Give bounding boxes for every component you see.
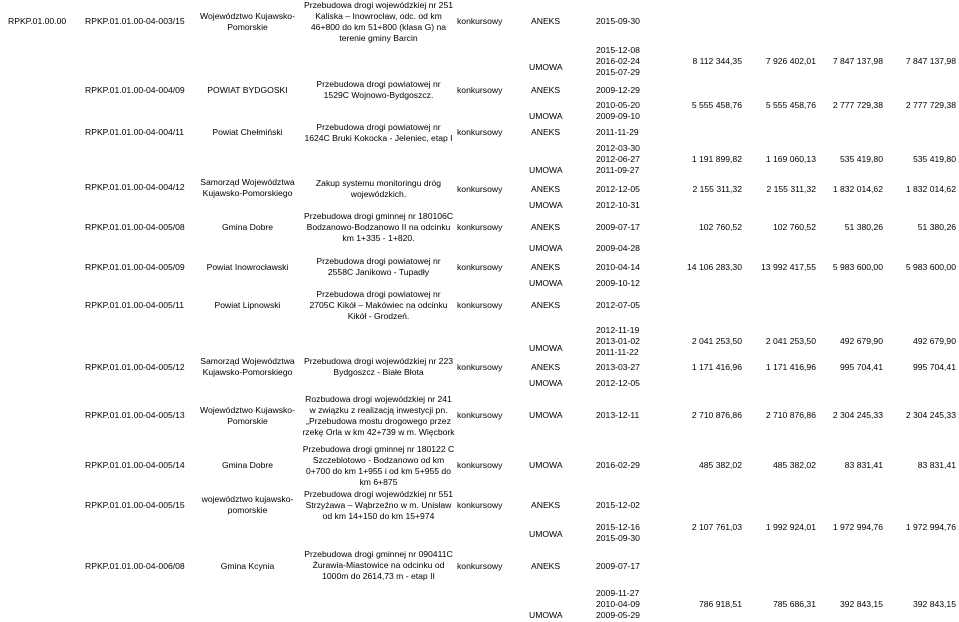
umowa-date: 2016-02-24 [596,56,640,66]
row-mode: konkursowy [457,85,503,95]
umowa-type: UMOWA [529,378,563,388]
umowa-type: UMOWA [529,165,563,175]
value-col2: 102 760,52 [772,222,816,232]
value-col1: 2 041 253,50 [691,336,742,346]
value-col1: 1 171 416,96 [691,362,742,372]
row-date: 2011-11-29 [596,127,639,137]
row-date: 2015-09-30 [596,16,640,26]
row-date: 2015-12-02 [596,500,640,510]
row-type: ANEKS [531,500,561,510]
value-col2: 2 041 253,50 [765,336,816,346]
umowa-type: UMOWA [529,278,563,288]
umowa-date: 2012-11-19 [596,325,640,335]
row-code: RPKP.01.01.00-04-004/09 [85,85,185,95]
row-mode: konkursowy [457,184,503,194]
row-type: ANEKS [531,127,561,137]
value-col3: 1 972 994,76 [832,522,883,532]
row-beneficiary: województwo kujawsko- pomorskie [201,494,294,515]
row-beneficiary: Gmina Kcynia [220,561,275,571]
row-title: Przebudowa drogi gminnej nr 090411C Żurawia-Miastowice na odcinku od 1000m do 2614,73 m - etap II [304,549,453,581]
umowa-date: 2009-11-27 [596,588,640,598]
value-col4: 2 777 729,38 [905,100,956,110]
row-mode: konkursowy [457,362,503,372]
row-type: ANEKS [531,85,561,95]
umowa-date: 2010-05-20 [596,100,640,110]
value-col1: 1 191 899,82 [691,154,742,164]
umowa-date: 2012-06-27 [596,154,640,164]
value-col4: 51 380,26 [917,222,956,232]
value-col1: 2 107 761,03 [691,522,742,532]
row-title: Przebudowa drogi wojewódzkiej nr 223 Bydgoszcz - Białe Błota [303,356,454,377]
value-col4: 492 679,90 [912,336,956,346]
value-col1: 2 155 311,32 [692,184,742,194]
umowa-type: UMOWA [529,343,563,353]
row-code: RPKP.01.01.00-04-003/15 [85,16,185,26]
value-col2: 2 710 876,86 [765,410,816,420]
row-mode: konkursowy [457,561,503,571]
value-col2: 785 686,31 [772,599,816,609]
umowa-date: 2009-05-29 [596,610,640,620]
row-type: ANEKS [531,184,561,194]
row-type: ANEKS [531,300,561,310]
row-code: RPKP.01.01.00-04-006/08 [85,561,185,571]
value-col4: 995 704,41 [912,362,956,372]
row-date: 2010-04-14 [596,262,640,272]
row-beneficiary: Województwo Kujawsko- Pomorskie [200,11,295,32]
row-title: Przebudowa drogi powiatowej nr 2558C Janikowo - Tupadły [316,256,441,277]
value-col2: 1 169 060,13 [765,154,816,164]
row-date: 2013-03-27 [596,362,640,372]
row-title: Przebudowa drogi wojewódzkiej nr 251 Kaliska – Inowrocław, odc. od km 46+800 do km 51+800 (klasa G) na terenie gminy Barcin [303,0,454,43]
row-beneficiary: Powiat Chełmiński [212,127,283,137]
row-date: 2009-12-29 [596,85,640,95]
row-mode: konkursowy [457,300,503,310]
row-title: Przebudowa drogi powiatowej nr 1624C Bruki Kokocka - Jeleniec, etap I [304,122,453,143]
umowa-type: UMOWA [529,200,563,210]
row-type: ANEKS [531,362,561,372]
row-title: Przebudowa drogi gminnej nr 180122 C Szczeblotowo - Bodzanowo od km 0+700 do km 1+955 i od km 5+955 do km 6+875 [302,444,455,487]
umowa-date: 2009-10-12 [596,278,640,288]
row-code: RPKP.01.01.00-04-005/08 [85,222,185,232]
value-col1: 102 760,52 [698,222,742,232]
value-col2: 485 382,02 [772,460,816,470]
umowa-type: UMOWA [529,62,563,72]
umowa-date: 2012-12-05 [596,378,640,388]
value-col3: 7 847 137,98 [832,56,883,66]
umowa-date: 2009-09-10 [596,111,640,121]
value-col2: 2 155 311,32 [766,184,816,194]
umowa-date: 2009-04-28 [596,243,640,253]
row-date: 2009-07-17 [596,222,640,232]
row-code: RPKP.01.01.00-04-005/12 [85,362,185,372]
value-col3: 492 679,90 [839,336,883,346]
value-col3: 1 832 014,62 [832,184,883,194]
row-title: Przebudowa drogi gminnej nr 180106C Bodzanowo-Bodzanowo II na odcinku km 1+335 - 1+820. [303,211,454,243]
value-col2: 5 555 458,76 [765,100,816,110]
row-date: 2009-07-17 [596,561,640,571]
umowa-date: 2015-09-30 [596,533,640,543]
row-mode: konkursowy [457,262,503,272]
row-mode: konkursowy [457,222,503,232]
value-col1: 5 555 458,76 [691,100,742,110]
row-code: RPKP.01.01.00-04-004/11 [85,127,185,137]
row-date: 2012-07-05 [596,300,640,310]
row-beneficiary: Powiat Inowrocławski [206,262,289,272]
row-mode: konkursowy [457,127,503,137]
umowa-date: 2015-12-16 [596,522,640,532]
value-col3: 392 843,15 [839,599,883,609]
umowa-date: 2012-03-30 [596,143,640,153]
value-col4: 7 847 137,98 [905,56,956,66]
umowa-date: 2010-04-09 [596,599,640,609]
row-beneficiary: POWIAT BYDGOSKI [207,85,288,95]
row-type: ANEKS [531,16,561,26]
value-col2: 1 171 416,96 [765,362,816,372]
umowa-date: 2011-09-27 [596,165,640,175]
row-title: Przebudowa drogi wojewódzkiej nr 551 Strzyżawa – Wąbrzeźno w m. Unisław od km 14+150 do km 15+974 [303,489,454,521]
value-col1: 8 112 344,35 [692,56,742,66]
value-col3: 83 831,41 [844,460,883,470]
row-beneficiary: Gmina Dobre [221,460,274,470]
row-title: Przebudowa drogi powiatowej nr 2705C Kikół – Makówiec na odcinku Kikół - Grodzeń. [309,289,448,321]
row-type: ANEKS [531,561,561,571]
row-type: UMOWA [529,410,563,420]
value-col3: 535 419,80 [839,154,883,164]
row-mode: konkursowy [457,410,503,420]
row-title: Zakup systemu monitoringu dróg wojewódzkich. [315,178,442,199]
umowa-date: 2013-01-02 [596,336,640,346]
row-date: 2012-12-05 [596,184,640,194]
value-col2: 13 992 417,55 [761,262,816,272]
umowa-type: UMOWA [529,243,563,253]
umowa-type: UMOWA [529,529,563,539]
row-code: RPKP.01.01.00-04-005/13 [85,410,185,420]
row-type: ANEKS [531,222,561,232]
value-col4: 535 419,80 [912,154,956,164]
row-title: Przebudowa drogi powiatowej nr 1529C Wojnowo-Bydgoszcz. [316,79,441,100]
row-title: Rozbudowa drogi wojewódzkiej nr 241 w związku z realizacją inwestycji pn. „Przebudowa mostu drogowego przez rzekę Orla w km 42+739 w m. Więcbork [302,394,455,437]
value-col3: 2 777 729,38 [832,100,883,110]
value-col4: 1 832 014,62 [905,184,956,194]
value-col4: 5 983 600,00 [905,262,956,272]
row-code: RPKP.01.01.00-04-005/11 [85,300,185,310]
umowa-type: UMOWA [529,610,563,620]
value-col3: 995 704,41 [839,362,883,372]
value-col2: 7 926 402,01 [765,56,816,66]
value-col3: 2 304 245,33 [832,410,883,420]
value-col1: 2 710 876,86 [691,410,742,420]
row-type: ANEKS [531,262,561,272]
row-code: RPKP.01.01.00-04-005/15 [85,500,185,510]
value-col1: 786 918,51 [698,599,742,609]
row-type: UMOWA [529,460,563,470]
row-code: RPKP.01.01.00-04-005/09 [85,262,185,272]
row-code: RPKP.01.01.00-04-004/12 [85,182,185,192]
value-col3: 5 983 600,00 [832,262,883,272]
umowa-date: 2011-11-22 [596,347,639,357]
value-col1: 485 382,02 [698,460,742,470]
umowa-date: 2015-12-08 [596,45,640,55]
row-code-prefix: RPKP.01.00.00 [8,16,67,26]
row-beneficiary: Województwo Kujawsko- Pomorskie [200,405,295,426]
umowa-date: 2015-07-29 [596,67,640,77]
umowa-type: UMOWA [529,111,563,121]
value-col4: 83 831,41 [917,460,956,470]
row-mode: konkursowy [457,16,503,26]
value-col4: 392 843,15 [912,599,956,609]
row-beneficiary: Powiat Lipnowski [214,300,281,310]
row-beneficiary: Samorząd Województwa Kujawsko-Pomorskiego [200,177,295,198]
umowa-date: 2012-10-31 [596,200,640,210]
row-mode: konkursowy [457,500,503,510]
value-col2: 1 992 924,01 [765,522,816,532]
row-beneficiary: Gmina Dobre [221,222,274,232]
value-col3: 51 380,26 [844,222,883,232]
value-col4: 2 304 245,33 [905,410,956,420]
row-date: 2013-12-11 [596,410,640,420]
value-col4: 1 972 994,76 [905,522,956,532]
row-code: RPKP.01.01.00-04-005/14 [85,460,185,470]
value-col1: 14 106 283,30 [687,262,742,272]
row-date: 2016-02-29 [596,460,640,470]
row-mode: konkursowy [457,460,503,470]
row-beneficiary: Samorząd Województwa Kujawsko-Pomorskiego [200,356,295,377]
